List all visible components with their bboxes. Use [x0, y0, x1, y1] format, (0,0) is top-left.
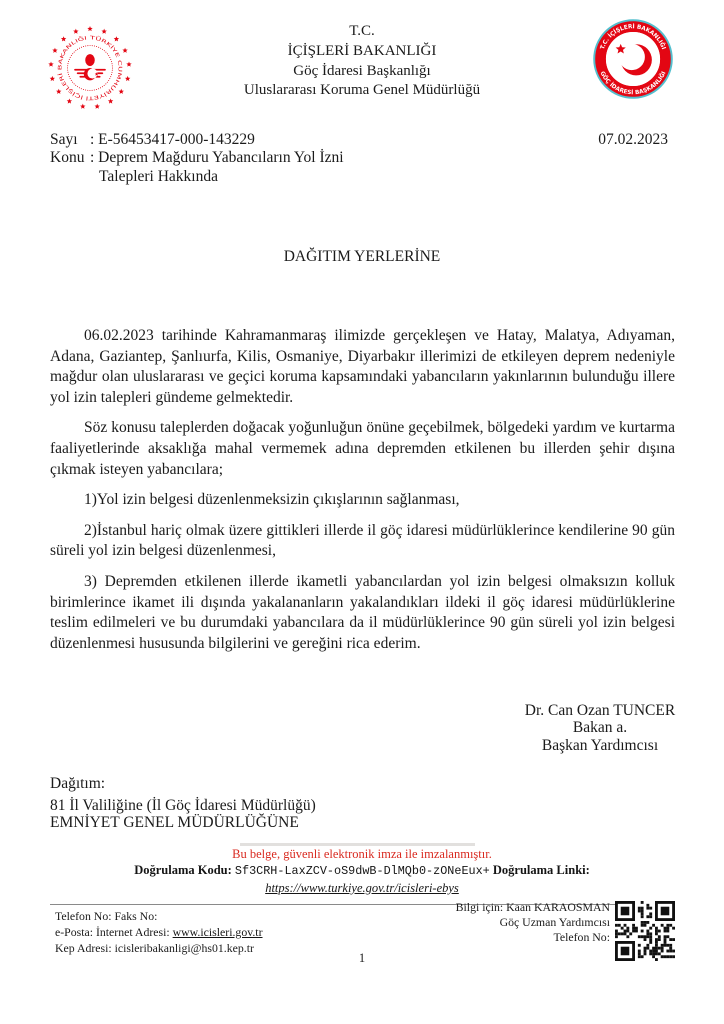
letterhead-tc: T.C.: [349, 23, 375, 39]
sayi-label: Sayı: [50, 131, 78, 148]
footer-contact-block: [55, 909, 263, 956]
info-contact-title: Göç Uzman Yardımcısı: [499, 915, 610, 930]
konu-label: Konu: [50, 149, 85, 167]
ministry-seal-ring-text: TÜRKİYE CUMHURİYETİ İÇİŞLERİ BAKANLIĞI: [57, 35, 123, 101]
recipient-line: DAĞITIM YERLERİNE: [283, 248, 441, 265]
signer-title: Başkan Yardımcısı: [541, 736, 659, 754]
document-meta: [50, 131, 668, 186]
verification-line: [50, 862, 674, 897]
website-link[interactable]: www.icisleri.gov.tr: [172, 924, 263, 939]
sayi-row: [50, 131, 668, 149]
footer-phone-line: Telefon No: Faks No:: [55, 909, 158, 923]
migration-seal-bottom-text: GÖÇ İDARESİ BAŞKANLIĞI: [598, 70, 668, 97]
distribution-item: EMNİYET GENEL MÜDÜRLÜĞÜNE: [50, 813, 299, 831]
verification-strip: [50, 846, 674, 905]
info-contact-phone: Telefon No:: [553, 930, 610, 945]
footer-kep-line: Kep Adresi: icisleribakanligi@hs01.kep.tr: [55, 940, 254, 955]
list-item-3: 3) Depremden etkilenen illerde ikametli yabancılardan yol izin belgesi olmaksızın kolluk birimlerince ikamet ili dışında yakalananların yakalandıkları ildeki il göç idaresi müdürlüklerine teslim edilmeleri ve bu durumdaki yabancılara da il müdürlüklerince 90 gün süreli yol izin belgesi düzenlenmesi hususunda bilgilerini ve gereğini rica ederim.: [50, 572, 675, 652]
verification-link-label: Doğrulama Linki:: [492, 863, 590, 877]
distribution-label: Dağıtım:: [50, 775, 106, 792]
verification-link[interactable]: https://www.turkiye.gov.tr/icisleri-ebys: [265, 881, 459, 895]
letterhead-presidency: Göç İdaresi Başkanlığı: [293, 62, 431, 79]
list-item-1: 1)Yol izin belgesi düzenlenmeksizin çıkışlarının sağlanması,: [84, 491, 460, 509]
distribution-block: [50, 776, 316, 831]
konu-value: : Deprem Mağduru Yabancıların Yol İzni: [90, 149, 344, 167]
paragraph-2: Söz konusu taleplerden doğacak yoğunluğun önüne geçebilmek, bölgedeki yardım ve kurtarma faaliyetlerinde aksaklığa mahal vermemek adına depremden etkilenen bu illerden şehir dışına çıkmak isteyen yabancılara;: [50, 419, 675, 478]
esign-notice: Bu belge, güvenli elektronik imza ile imzalanmıştır.: [232, 847, 492, 861]
list-item-2: 2)İstanbul hariç olmak üzere gittikleri illerde il göç idaresi müdürlüklerince kendilerine 90 gün süreli yol izin belgesi düzenlenmesi,: [50, 521, 675, 560]
sayi-value: : E-56453417-000-143229: [90, 131, 255, 148]
footer-info-block: [456, 900, 610, 946]
migration-seal-top-text: T.C. İÇİŞLERİ BAKANLIĞI: [599, 24, 667, 51]
signer-name: Dr. Can Ozan TUNCER: [524, 702, 676, 719]
footer-email-line: e-Posta: İnternet Adresi: www.icisleri.gov.tr: [55, 924, 263, 939]
letterhead-directorate: Uluslararası Koruma Genel Müdürlüğü: [243, 82, 481, 99]
signer-authority: Bakan a.: [572, 719, 628, 737]
konu-value-line2: Talepleri Hakkında: [99, 167, 218, 185]
paragraph-1: 06.02.2023 tarihinde Kahramanmaraş ilimizde gerçekleşen ve Hatay, Malatya, Adıyaman, Adana, Gaziantep, Şanlıurfa, Kilis, Osmaniye, Diyarbakır illerimizi de etkileyen deprem nedeniyle mağdur olan uluslararası ve geçici koruma kapsamındaki yabancıların yakınlarının bulunduğu illere yol izin talepleri gündeme gelmektedir.: [50, 327, 675, 406]
distribution-item: 81 İl Valiliğine (İl Göç İdaresi Müdürlüğü): [50, 796, 316, 814]
document-date: 07.02.2023: [598, 131, 668, 148]
signature-block: [470, 702, 724, 754]
konu-row: [50, 149, 668, 167]
migration-authority-seal-icon: [592, 18, 674, 100]
page-number: 1: [358, 951, 366, 965]
konu-row-2: [50, 168, 668, 186]
verification-code: Sf3CRH-LaxZCV-oS9dwB-DlMQb0-zONeEux+: [234, 864, 490, 878]
letter-body: [50, 326, 675, 664]
verification-code-label: Doğrulama Kodu:: [134, 863, 232, 877]
info-contact-name: Bilgi için: Kaan KARAOSMAN: [455, 900, 610, 914]
letterhead-ministry: İÇİŞLERİ BAKANLIĞI: [287, 42, 437, 59]
